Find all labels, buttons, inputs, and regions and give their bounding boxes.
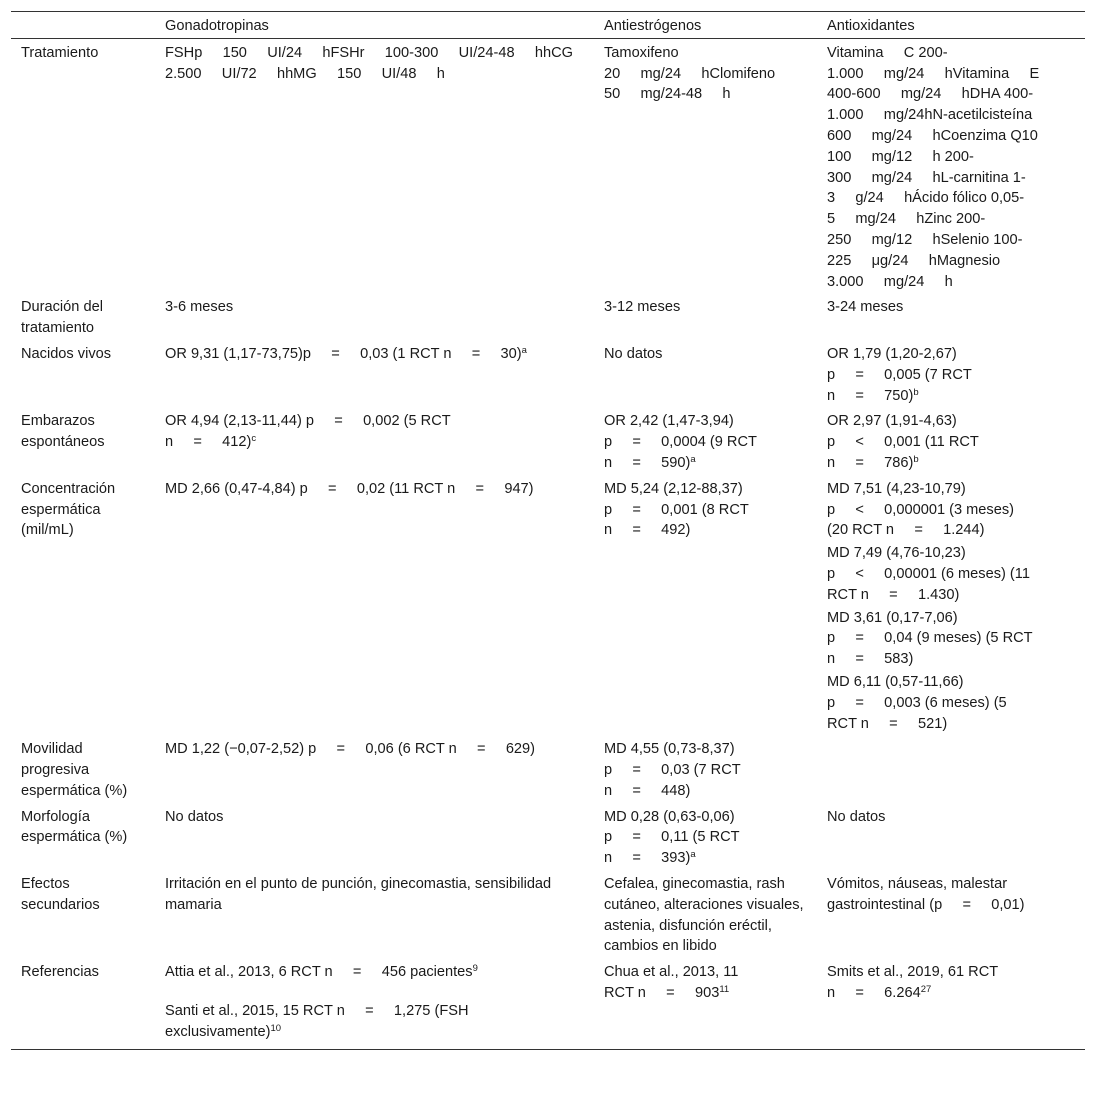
reference-text: Chua et al., 2013, 11 RCT n = 903	[604, 964, 739, 1002]
row-label: Movilidad progresiva espermática (%)	[21, 741, 128, 799]
cell-antiestrogenos: MD 4,55 (0,73-8,37) p = 0,03 (7 RCT n = 448)	[604, 741, 741, 799]
footnote-mark: a	[690, 849, 696, 861]
cell-gonadotropinas: FSHp 150 UI/24 hFSHr 100-300 UI/24-48 hhCG 2.500 UI/72 hhMG 150 UI/48 h	[165, 44, 594, 82]
cell-text: OR 9,31 (1,17-73,75)p = 0,03 (1 RCT n = 30)	[165, 345, 522, 362]
header-row	[11, 12, 1085, 39]
row-movilidad	[11, 735, 1085, 802]
cell-antioxidantes: No datos	[827, 808, 886, 825]
cell-text: MD 3,61 (0,17-7,06) p = 0,04 (9 meses) (5 RCT n = 583)	[827, 609, 1033, 668]
footnote-mark: c	[251, 433, 257, 445]
footnote-mark: 10	[270, 1022, 282, 1034]
row-duracion	[11, 293, 1085, 340]
header-antiestrogenos: Antiestrógenos	[604, 18, 702, 34]
cell-antioxidantes: Vitamina C 200- 1.000 mg/24 hVitamina E 400-600 mg/24 hDHA 400- 1.000 mg/24hN-acetilcisteína 600 mg/24 hCoenzima Q10 100 mg/12 h 200- 300 mg/24 hL-carnitina 1- 3 g/24 hÁcido fólico 0,05- 5 mg/24 hZinc 200- 250 mg/12 hSelenio 100- 225 μg/24 hMagnesio 3.000 mg/24 h	[827, 44, 1040, 290]
cell-gonadotropinas	[155, 958, 594, 1049]
row-label: Duración del tratamiento	[21, 299, 103, 337]
cell-antiestrogenos: 3-12 meses	[604, 299, 681, 316]
cell-text: MD 7,49 (4,76-10,23) p < 0,00001 (6 meses) (11 RCT n = 1.430)	[827, 545, 1030, 603]
cell-text: MD 0,28 (0,63-0,06) p = 0,11 (5 RCT n = 393)	[604, 808, 740, 867]
footnote-mark: 11	[719, 984, 730, 996]
header-antioxidantes: Antioxidantes	[827, 18, 915, 34]
row-label: Concentración espermática (mil/mL)	[21, 480, 116, 539]
row-label: Nacidos vivos	[21, 345, 112, 362]
cell-text: OR 2,97 (1,91-4,63) p < 0,001 (11 RCT n = 786)	[827, 413, 979, 471]
cell-antioxidantes	[817, 340, 1085, 407]
reference-text: Attia et al., 2013, 6 RCT n = 456 pacientes	[165, 964, 473, 981]
cell-gonadotropinas	[155, 340, 594, 407]
cell-antiestrogenos: Tamoxifeno 20 mg/24 hClomifeno 50 mg/24-48 h	[604, 44, 776, 103]
row-embarazos	[11, 407, 1085, 474]
cell-text: OR 4,94 (2,13-11,44) p = 0,002 (5 RCT n = 412)	[165, 413, 451, 451]
cell-text: MD 7,51 (4,23-10,79) p < 0,000001 (3 meses) (20 RCT n = 1.244)	[827, 480, 1014, 539]
cell-gonadotropinas: Irritación en el punto de punción, ginecomastia, sensibilidad mamaria	[165, 876, 552, 913]
reference-text: Smits et al., 2019, 61 RCT n = 6.264	[827, 964, 999, 1002]
row-label: Morfología espermática (%)	[21, 808, 128, 846]
row-label: Efectos secundarios	[21, 876, 100, 913]
cell-gonadotropinas: MD 1,22 (−0,07-2,52) p = 0,06 (6 RCT n = 629)	[165, 741, 536, 758]
footnote-mark: a	[521, 344, 527, 356]
comparison-table	[11, 11, 1085, 1050]
row-efectos	[11, 870, 1085, 958]
cell-antiestrogenos: No datos	[604, 345, 663, 362]
footnote-mark: 9	[472, 963, 478, 975]
header-empty	[11, 12, 155, 39]
header-gonadotropinas: Gonadotropinas	[165, 18, 269, 34]
row-tratamiento	[11, 38, 1085, 293]
reference-text: Santi et al., 2015, 15 RCT n = 1,275 (FSH exclusivamente)	[165, 1003, 473, 1040]
footnote-mark: b	[913, 453, 919, 465]
cell-antioxidantes: 3-24 meses	[827, 299, 904, 316]
cell-antioxidantes	[817, 475, 1085, 736]
cell-gonadotropinas: MD 2,66 (0,47-4,84) p = 0,02 (11 RCT n = 947)	[165, 480, 534, 497]
row-referencias	[11, 958, 1085, 1049]
footnote-mark: 27	[920, 984, 932, 996]
cell-antiestrogenos	[594, 407, 817, 474]
cell-antiestrogenos	[594, 803, 817, 870]
row-label: Tratamiento	[21, 44, 99, 61]
cell-antiestrogenos: Cefalea, ginecomastia, rash cutáneo, alteraciones visuales, astenia, disfunción eréctil, cambios en libido	[604, 876, 804, 955]
cell-antiestrogenos	[594, 958, 817, 1049]
cell-antioxidantes	[817, 958, 1085, 1049]
cell-gonadotropinas	[155, 407, 594, 474]
cell-text: OR 2,42 (1,47-3,94) p = 0,0004 (9 RCT n = 590)	[604, 413, 757, 471]
cell-antioxidantes	[817, 735, 1085, 802]
row-label: Embarazos espontáneos	[21, 413, 105, 451]
cell-antiestrogenos: MD 5,24 (2,12-88,37) p = 0,001 (8 RCT n = 492)	[604, 480, 749, 539]
cell-text: OR 1,79 (1,20-2,67) p = 0,005 (7 RCT n = 750)	[827, 345, 972, 404]
cell-text: MD 6,11 (0,57-11,66) p = 0,003 (6 meses) (5 RCT n = 521)	[827, 673, 1007, 732]
cell-gonadotropinas: No datos	[165, 808, 224, 825]
cell-antioxidantes	[817, 407, 1085, 474]
row-morfologia	[11, 803, 1085, 870]
footnote-mark: b	[913, 386, 919, 398]
row-nacidos-vivos	[11, 340, 1085, 407]
cell-antioxidantes: Vómitos, náuseas, malestar gastrointestinal (p = 0,01)	[827, 876, 1025, 913]
footnote-mark: a	[690, 453, 696, 465]
row-label: Referencias	[21, 964, 99, 981]
cell-gonadotropinas: 3-6 meses	[165, 299, 234, 316]
row-concentracion	[11, 475, 1085, 736]
